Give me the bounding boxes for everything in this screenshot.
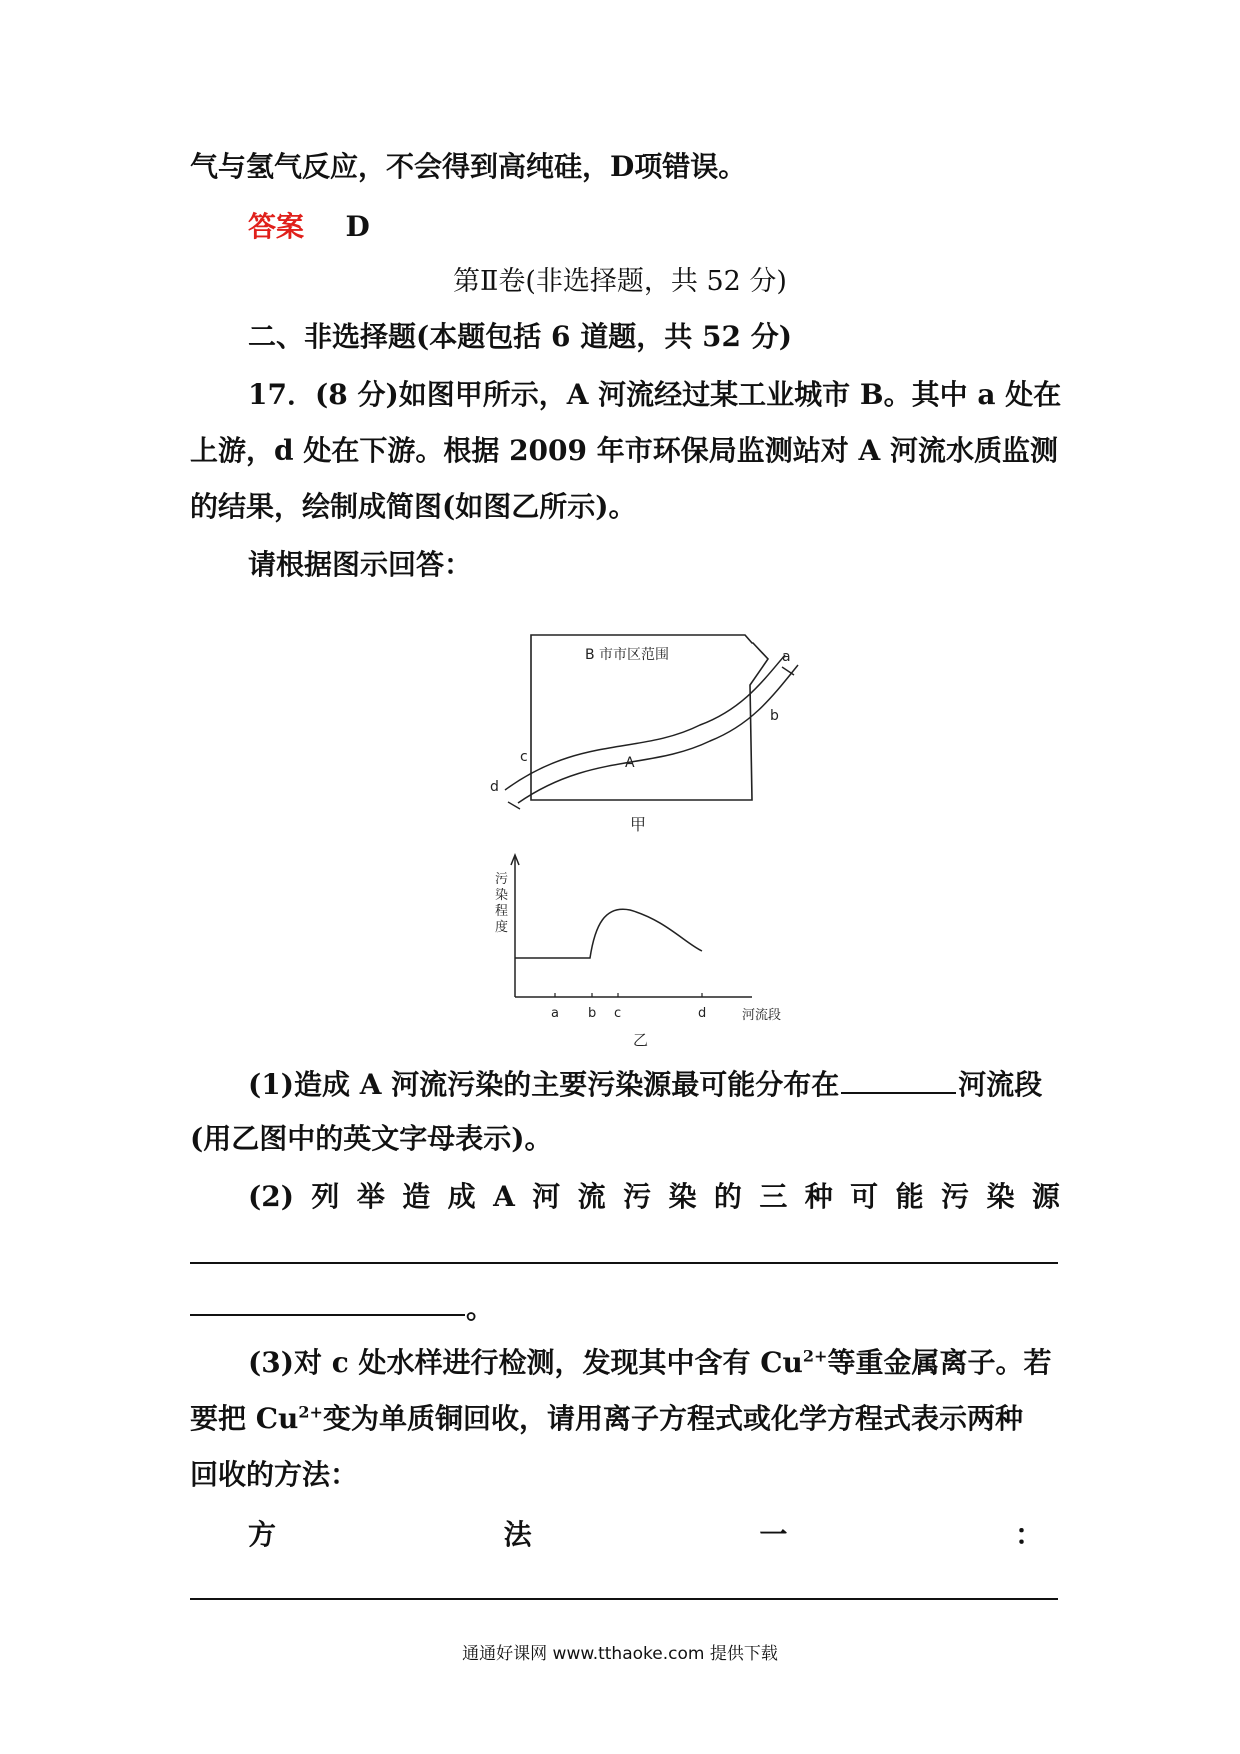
sub-question-3-line-1 (248, 1346, 1051, 1380)
answer-label: 答案 (248, 210, 305, 243)
y-label-char-1: 污 (495, 872, 509, 887)
sub-question-2-word-2: 举 (356, 1180, 385, 1213)
sub-question-2-word-9: 染 (668, 1180, 697, 1213)
sub-question-2-word-17: 源 (1031, 1180, 1060, 1213)
method-1-word-1: 法 (503, 1518, 532, 1551)
figure-yi-caption: 乙 (633, 1031, 649, 1049)
figure-jia-caption: 甲 (630, 815, 647, 834)
river-bank-lower (518, 665, 798, 803)
sub-question-2-word-12: 种 (804, 1180, 833, 1213)
sub-question-1-line-1 (248, 1066, 1042, 1102)
point-d-label: d (490, 779, 499, 795)
sub-question-2-word-5: A (493, 1180, 515, 1213)
answer-line-3[interactable] (190, 1598, 1058, 1600)
sub-question-3-text-c: 要把 Cu (190, 1402, 299, 1435)
sub-question-2-word-7: 流 (577, 1180, 606, 1213)
method-1-line (248, 1518, 1043, 1552)
tick-d: d (698, 1006, 707, 1021)
tick-b: b (588, 1006, 597, 1021)
answer-line-2b[interactable] (190, 1314, 465, 1316)
sub-question-1-line-2: (用乙图中的英文字母表示)。 (190, 1122, 553, 1155)
sub-question-2-word-3: 造 (402, 1180, 431, 1213)
y-label-char-2: 染 (495, 888, 509, 903)
y-label-char-3: 程 (495, 904, 509, 919)
sub-question-2-word-16: 染 (986, 1180, 1015, 1213)
sub-question-3-text-a: (3)对 c 处水样进行检测，发现其中含有 Cu (248, 1346, 803, 1379)
question-17-line-3: 的结果，绘制成简图(如图乙所示)。 (190, 490, 637, 523)
question-17-line-4: 请根据图示回答： (248, 548, 473, 581)
question-17-line-2: 上游，d 处在下游。根据 2009 年市环保局监测站对 A 河流水质监测 (190, 434, 1058, 467)
sub-question-2-word-4: 成 (447, 1180, 476, 1213)
sub-question-2-word-10: 的 (713, 1180, 742, 1213)
sub-question-2-word-13: 可 (850, 1180, 879, 1213)
sub-question-3-line-3: 回收的方法： (190, 1458, 359, 1491)
sub-question-2-word-14: 能 (895, 1180, 924, 1213)
sub-question-3-text-d: 变为单质铜回收，请用离子方程式或化学方程式表示两种 (322, 1402, 1023, 1435)
point-b-label: b (770, 708, 779, 724)
sub-question-3-line-2 (190, 1402, 1023, 1436)
answer-line (248, 210, 370, 244)
point-c-label: c (520, 749, 528, 765)
tick-c: c (614, 1006, 622, 1021)
sub-question-2-word-6: 河 (532, 1180, 561, 1213)
x-axis-label: 河流段 (742, 1008, 782, 1023)
sub-question-1-text: (1)造成 A 河流污染的主要污染源最可能分布在 (248, 1068, 840, 1101)
pollution-curve (515, 909, 702, 958)
sub-question-2-word-1: 列 (311, 1180, 340, 1213)
river-label: A (625, 755, 635, 771)
tick-a: a (551, 1006, 559, 1021)
section-title: 第Ⅱ卷(非选择题，共 52 分) (453, 266, 787, 297)
answer-value: D (345, 210, 370, 243)
method-1-word-3: ： (1014, 1518, 1043, 1551)
figure-jia-yi (470, 625, 830, 1055)
text-line-1: 气与氢气反应，不会得到高纯硅，D项错误。 (190, 150, 747, 183)
sub-question-2-word-15: 污 (941, 1180, 970, 1213)
sub-question-2-line (248, 1180, 1060, 1214)
answer-line-2a[interactable] (190, 1262, 1058, 1264)
answer-line-2-end: 。 (466, 1292, 495, 1325)
y-label-char-4: 度 (495, 920, 509, 935)
sub-question-3-text-b: 等重金属离子。若 (827, 1346, 1052, 1379)
cu-charge-1: 2+ (802, 1346, 828, 1366)
question-17-line-1: 17．(8 分)如图甲所示，A 河流经过某工业城市 B。其中 a 处在 (248, 378, 1062, 411)
answer-blank-1[interactable] (841, 1066, 956, 1094)
city-region-label: B 市市区范围 (585, 647, 670, 663)
part-title: 二、非选择题(本题包括 6 道题，共 52 分) (248, 320, 792, 353)
method-1-word-2: 一 (759, 1518, 788, 1551)
sub-question-2-word-11: 三 (759, 1180, 788, 1213)
page-footer: 通通好课网 www.tthaoke.com 提供下载 (462, 1644, 778, 1664)
method-1-word-0: 方 (248, 1518, 277, 1551)
cu-charge-2: 2+ (298, 1402, 323, 1422)
sub-question-2-word-0: (2) (248, 1180, 294, 1213)
sub-question-1-suffix: 河流段 (958, 1068, 1043, 1101)
sub-question-2-word-8: 污 (623, 1180, 652, 1213)
point-a-label: a (782, 649, 791, 665)
